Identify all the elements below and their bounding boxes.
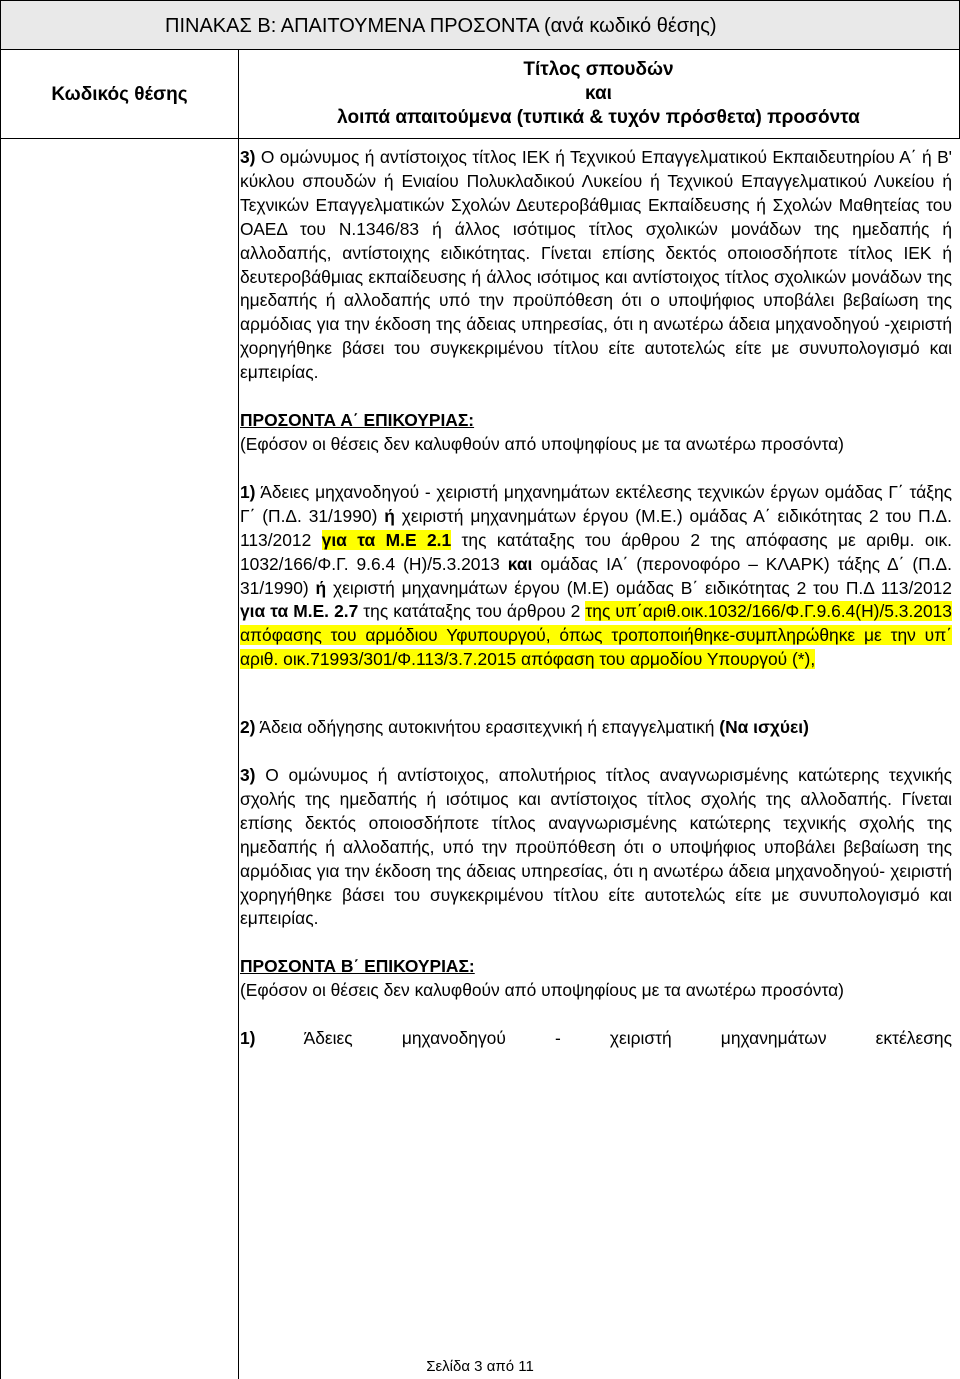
paragraph-licenses: 1) Άδειες μηχανοδηγού - χειριστή μηχανημάτων εκτέλεσης τεχνικών έργων ομάδας Γ΄ τάξης Γ΄ (Π.Δ. 31/1990) ή χειριστή μηχανημάτων έργου (Μ.Ε.) ομάδας Α΄ ειδικότητας 2 του Π.Δ. 113/2012 για τα Μ.Ε 2.1 της κατάταξης του άρθρου 2 της απόφασης με αριθμ. οικ. 1032/166/Φ.Γ. 9.6.4 (Η)/5.3.2013 και ομάδας ΙΑ΄ (περονοφόρο – ΚΛΑΡΚ) τάξης Δ΄ (Π.Δ. 31/1990) ή χειριστή μηχανημάτων έργου (Μ.Ε) ομάδας Β΄ ειδικότητας 2 του Π.Δ 113/2012 για τα Μ.Ε. 2.7 της κατάταξης του άρθρου 2 της υπ΄αριθ.οικ.1032/166/Φ.Γ.9.6.4(Η)/5.3.2013 απόφασης του αρμόδιου Υφυπουργού, όπως τροποποιήθηκε-συμπληρώθηκε με την υπ΄ αριθ. οικ.71993/301/Φ.113/3.7.2015 απόφαση του αρμοδίου Υπουργού (*),: [240, 481, 953, 670]
table-title: ΠΙΝΑΚΑΣ Β: ΑΠΑΙΤΟΥΜΕΝΑ ΠΡΟΣΟΝΤΑ (ανά κωδικό θέσης): [0, 0, 960, 50]
paragraph-driving-license: 2) Άδεια οδήγησης αυτοκινήτου ερασιτεχνική ή επαγγελματική (Να ισχύει): [240, 717, 809, 738]
paragraph-technical-school: 3) Ο ομώνυμος ή αντίστοιχος, απολυτήριος τίτλος αναγνωρισμένης κατώτερης τεχνικής σχολής της ημεδαπής ή ισότιμος και αντίστοιχος τίτλος σχολής της αλλοδαπής. Γίνεται επίσης δεκτός οποιοσδήποτε τίτλος αναγνωρισμένης κατώτερης τεχνικής σχολής της ημεδαπής ή αλλοδαπής, υπό την προϋπόθεση ότι ο υποψήφιος υποβάλει βεβαίωση της αρμόδιας για την έκδοση της άδειας υπηρεσίας, ότι η ανωτέρω άδεια μηχανοδηγού- χειριστή χορηγήθηκε βάσει του συγκεκριμένου τίτλου είτε αυτοτελώς είτε με συνυπολογισμό και εμπειρίας.: [240, 765, 952, 929]
paragraph-title-3: 3) Ο ομώνυμος ή αντίστοιχος τίτλος ΙΕΚ ή Τεχνικού Επαγγελματικού Εκπαιδευτηρίου Α΄ ή Β' κύκλου σπουδών ή Ενιαίου Πολυκλαδικού Λυκείου ή Τεχνικού Επαγγελματικού Λυκείου ή Τεχνικών Επαγγελματικών Σχολών Δευτεροβάθμιας Εκπαίδευσης ή Σχολών Μαθητείας του ΟΑΕΔ του Ν.1346/83 ή άλλος ισότιμος τίτλος σχολικών μονάδων της ημεδαπής ή αλλοδαπής, αντίστοιχης ειδικότητας. Γίνεται επίσης δεκτός οποιοσδήποτε τίτλος ΙΕΚ ή δευτεροβάθμιας εκπαίδευσης ή άλλος ισότιμος και αντίστοιχος τίτλος σχολικών μονάδων της ημεδαπής ή αλλοδαπής υπό την προϋπόθεση ότι ο υποψήφιος υποβάλει βεβαίωση της αρμόδιας για την έκδοση της άδειας υπηρεσίας, ότι η ανωτέρω άδεια μηχανοδηγού -χειριστή χορηγήθηκε βάσει του συγκεκριμένου τίτλου είτε αυτοτελώς είτε με συνυπολογισμό και εμπειρίας.: [240, 147, 952, 383]
column-header-title-line3: λοιπά απαιτούμενα (τυπικά & τυχόν πρόσθετα) προσόντα: [337, 107, 860, 128]
aux-b-heading: ΠΡΟΣΟΝΤΑ Β΄ ΕΠΙΚΟΥΡΙΑΣ:: [240, 956, 475, 977]
column-header-title: [238, 50, 960, 139]
code-cell: [0, 139, 239, 1379]
aux-a-heading: ΠΡΟΣΟΝΤΑ Α΄ ΕΠΙΚΟΥΡΙΑΣ:: [240, 410, 475, 431]
item-number: 2): [240, 717, 256, 738]
page-number: Σελίδα 3 από 11: [426, 1358, 534, 1375]
aux-a-note: (Εφόσον οι θέσεις δεν καλυφθούν από υποψηφίους με τα ανωτέρω προσόντα): [240, 433, 844, 454]
item-number: 1): [240, 1028, 256, 1049]
aux-b-note: (Εφόσον οι θέσεις δεν καλυφθούν από υποψηφίους με τα ανωτέρω προσόντα): [240, 980, 844, 1001]
column-header-code: Κωδικός θέσης: [0, 50, 239, 139]
item-number: 3): [240, 765, 256, 786]
paragraph-licenses-b: 1) Άδειες μηχανοδηγού - χειριστή μηχανημάτων εκτέλεσης: [240, 1028, 952, 1049]
qualifications-cell: [240, 146, 952, 1051]
item-number: 1): [240, 481, 256, 502]
item-number: 3): [240, 147, 256, 167]
column-header-title-line1: Τίτλος σπουδών: [523, 59, 674, 80]
column-header-title-line2: και: [585, 83, 612, 104]
